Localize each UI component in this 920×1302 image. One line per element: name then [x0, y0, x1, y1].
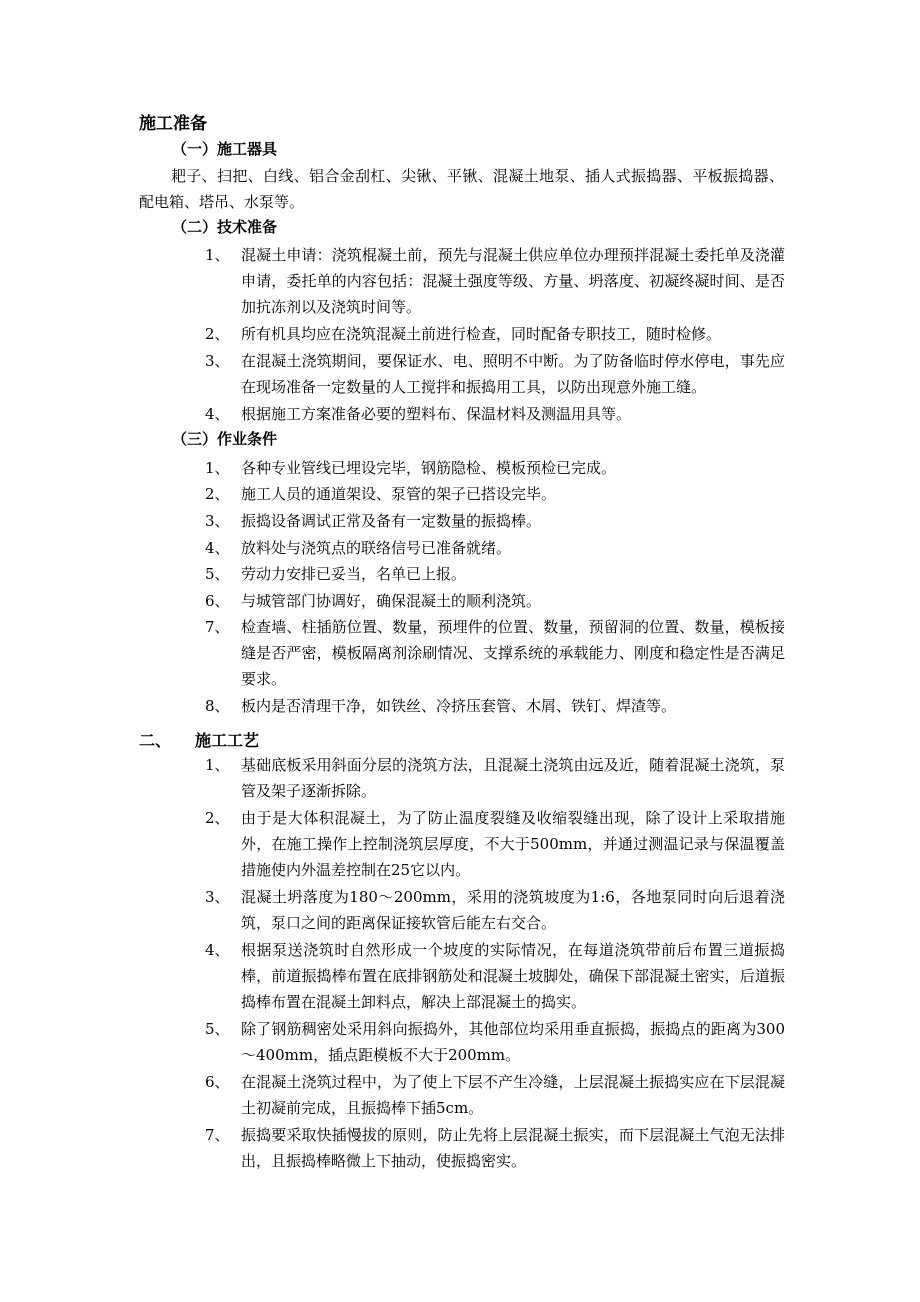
item-number: 4、	[205, 405, 230, 423]
item-number: 2、	[205, 485, 230, 503]
item-text: 施工人员的通道架设、泵管的架子已搭设完毕。	[241, 485, 557, 503]
list-item	[205, 455, 785, 481]
item-text: 劳动力安排已妥当，名单已上报。	[241, 565, 467, 583]
tech-heading: （二）技术准备	[172, 218, 278, 236]
section-heading-text: 施工工艺	[195, 731, 260, 750]
tools-heading: （一）施工器具	[172, 140, 278, 158]
list-item	[205, 1016, 785, 1068]
list-item	[205, 1069, 785, 1121]
item-text: 振捣要采取快插慢拔的原则，防止先将上层混凝土振实，而下层混凝土气泡无法排出，且振捣棒略微上下抽动，使振捣密实。	[241, 1126, 785, 1170]
list-item	[205, 588, 785, 614]
item-number: 7、	[205, 1126, 230, 1144]
list-item	[205, 535, 785, 561]
item-text: 在混凝土浇筑过程中，为了使上下层不产生冷缝，上层混凝土振捣实应在下层混凝土初凝前完成，且振捣棒下插5cm。	[241, 1073, 785, 1117]
list-item	[205, 508, 785, 534]
item-number: 2、	[205, 325, 230, 343]
list-item	[205, 937, 785, 1015]
section-number: 二、	[139, 731, 172, 750]
item-number: 2、	[205, 809, 230, 827]
list-item	[205, 401, 785, 427]
item-number: 5、	[205, 565, 230, 583]
item-number: 6、	[205, 592, 230, 610]
item-number: 3、	[205, 512, 230, 530]
item-text: 所有机具均应在浇筑混凝土前进行检查，同时配备专职技工，随时检修。	[241, 325, 722, 343]
list-item	[205, 884, 785, 936]
list-item	[205, 693, 785, 719]
item-text: 除了钢筋稠密处采用斜向振捣外，其他部位均采用垂直振捣，振捣点的距离为300～400mm，插点距模板不大于200mm。	[241, 1020, 785, 1064]
item-text: 基础底板采用斜面分层的浇筑方法，且混凝土浇筑由远及近，随着混凝土浇筑，泵管及架子逐渐拆除。	[241, 756, 785, 800]
item-text: 混凝土坍落度为180～200mm，采用的浇筑坡度为1:6，各地泵同时向后退着浇筑，泵口之间的距离保证接软管后能左右交合。	[241, 888, 785, 932]
section-heading-process	[139, 729, 259, 753]
list-item	[205, 1122, 785, 1174]
list-item	[205, 242, 785, 320]
item-text: 各种专业管线已埋设完毕，钢筋隐检、模板预检已完成。	[241, 459, 617, 477]
item-text: 检查墙、柱插筋位置、数量，预埋件的位置、数量，预留洞的位置、数量，模板接缝是否严密，模板隔离剂涂刷情况、支撑系统的承载能力、刚度和稳定性是否满足要求。	[241, 618, 785, 688]
item-number: 1、	[205, 459, 230, 477]
item-number: 5、	[205, 1020, 230, 1038]
item-text: 混凝土申请：浇筑棍凝土前，预先与混凝土供应单位办理预拌混凝土委托单及浇灌申请，委托单的内容包括：混凝土强度等级、方量、坍落度、初凝终凝时间、是否加抗冻剂以及浇筑时间等。	[241, 246, 785, 316]
item-number: 4、	[205, 539, 230, 557]
list-item	[205, 348, 785, 400]
section-title-prep: 施工准备	[139, 114, 207, 134]
item-text: 板内是否清理干净，如铁丝、冷挤压套管、木屑、铁钉、焊渣等。	[241, 697, 677, 715]
list-item	[205, 561, 785, 587]
item-text: 根据泵送浇筑时自然形成一个坡度的实际情况，在每道浇筑带前后布置三道振捣棒，前道振捣棒布置在底排钢筋处和混凝土坡脚处，确保下部混凝土密实，后道振捣棒布置在混凝土卸料点，解决上部混凝土的捣实。	[241, 941, 785, 1011]
item-text: 根据施工方案准备必要的塑料布、保温材料及测温用具等。	[241, 405, 632, 423]
list-item	[205, 752, 785, 804]
conditions-heading: （三）作业条件	[172, 430, 278, 448]
tools-paragraph: 耙子、扫把、白线、铝合金刮杠、尖锹、平锹、混凝土地泵、插人式振捣器、平板振捣器、配电箱、塔吊、水泵等。	[139, 167, 784, 211]
item-text: 在混凝土浇筑期间，要保证水、电、照明不中断。为了防备临时停水停电，事先应在现场准备一定数量的人工搅拌和振捣用工具，以防出现意外施工缝。	[241, 352, 785, 396]
item-text: 由于是大体积混凝土，为了防止温度裂缝及收缩裂缝出现，除了设计上采取措施外，在施工操作上控制浇筑层厚度，不大于500mm，并通过测温记录与保温覆盖措施使内外温差控制在25它以内。	[241, 809, 785, 879]
list-item	[205, 614, 785, 692]
item-number: 1、	[205, 756, 230, 774]
item-number: 3、	[205, 888, 230, 906]
item-number: 8、	[205, 697, 230, 715]
item-number: 6、	[205, 1073, 230, 1091]
item-number: 4、	[205, 941, 230, 959]
item-number: 3、	[205, 352, 230, 370]
list-item	[205, 321, 785, 347]
item-text: 与城管部门协调好，确保混凝土的顺利浇筑。	[241, 592, 542, 610]
list-item	[205, 805, 785, 883]
item-text: 振捣设备调试正常及备有一定数量的振捣棒。	[241, 512, 542, 530]
list-item	[205, 481, 785, 507]
item-number: 1、	[205, 246, 230, 264]
item-number: 7、	[205, 618, 230, 636]
item-text: 放料处与浇筑点的联络信号已准备就绪。	[241, 539, 512, 557]
